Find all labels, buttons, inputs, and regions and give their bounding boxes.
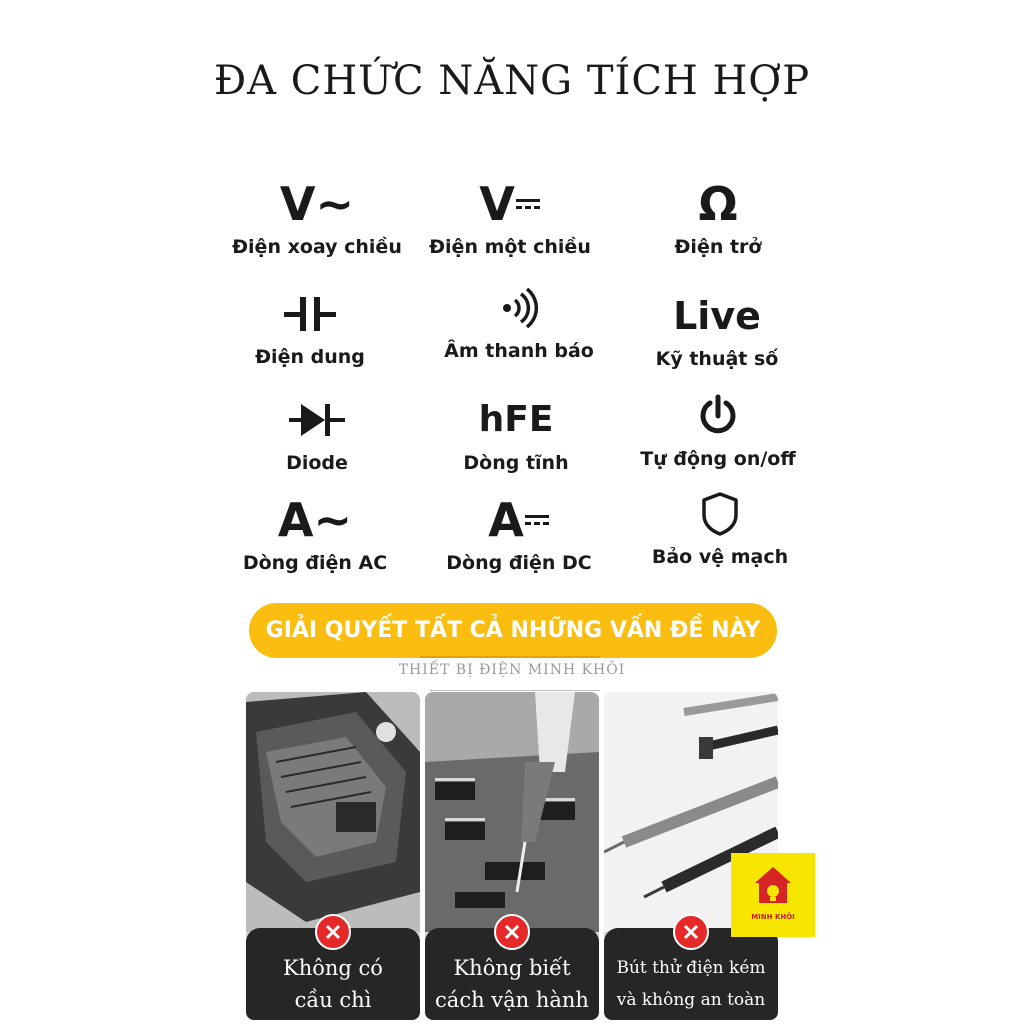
caption-line-2: cầu chì: [294, 988, 372, 1012]
problem-card-no-fuse: [246, 692, 420, 1020]
dc-current-icon: [409, 492, 629, 548]
feature-label: Dòng tĩnh: [463, 452, 569, 474]
feature-sound-alert: [409, 280, 629, 362]
logo-name: MINH KHÔI: [751, 913, 795, 921]
dc-current-letter: A: [488, 493, 524, 547]
ohm-icon: Ω: [698, 177, 738, 231]
dc-symbol-icon: [524, 510, 550, 530]
problem-card-no-operation: [425, 692, 599, 1020]
feature-hfe: [406, 392, 626, 474]
watermark: THIẾT BỊ ĐIỆN MINH KHÔI: [398, 662, 626, 678]
solve-problems-banner: GIẢI QUYẾT TẤT CẢ NHỮNG VẤN ĐỀ NÀY: [249, 603, 777, 658]
x-mark-icon: [494, 914, 530, 950]
banner-underline: [420, 656, 600, 658]
caption-line-2: và không an toàn: [616, 990, 766, 1010]
feature-auto-power: [608, 388, 828, 470]
feature-circuit-protection: [610, 486, 830, 568]
live-icon: Live: [673, 294, 761, 338]
diode-icon: [207, 392, 427, 448]
watermark-divider: [430, 690, 600, 691]
power-icon: [608, 388, 828, 444]
circuit-board-photo: [246, 692, 420, 932]
caption-line-1: Bút thử điện kém: [616, 958, 766, 978]
feature-capacitance: [200, 286, 420, 368]
feature-label: Dòng điện AC: [242, 552, 388, 574]
page-title: ĐA CHỨC NĂNG TÍCH HỢP: [213, 58, 811, 104]
caption-line-1: Không có: [283, 956, 383, 980]
feature-label: Tự động on/off: [640, 448, 796, 470]
dc-voltage-icon: [400, 176, 620, 232]
feature-diode: [207, 392, 427, 474]
dc-voltage-letter: V: [479, 177, 515, 231]
dc-symbol-icon: [515, 194, 541, 214]
probe-on-board-photo: [425, 692, 599, 932]
feature-label: Điện xoay chiều: [232, 236, 402, 258]
feature-ac-current: [205, 492, 425, 574]
house-bulb-icon: [731, 853, 815, 913]
feature-dc-current: [409, 492, 629, 574]
ac-voltage-icon: V~: [279, 177, 355, 231]
brand-logo: [731, 853, 815, 937]
feature-label: Bảo vệ mạch: [651, 546, 789, 568]
feature-ac-voltage: [207, 176, 427, 258]
feature-label: Kỹ thuật số: [655, 348, 779, 370]
feature-digital: [607, 288, 827, 370]
sound-alert-icon: [409, 280, 629, 336]
ac-current-icon: A~: [277, 493, 353, 547]
feature-dc-voltage: [400, 176, 620, 258]
feature-label: Diode: [286, 452, 348, 474]
hfe-icon: hFE: [478, 399, 554, 440]
feature-label: Dòng điện DC: [446, 552, 592, 574]
caption-line-1: Không biết: [453, 956, 571, 980]
x-mark-icon: [673, 914, 709, 950]
feature-label: Điện dung: [255, 346, 365, 368]
shield-icon: [610, 486, 830, 542]
feature-label: Điện trở: [674, 236, 762, 258]
capacitor-icon: [200, 286, 420, 342]
caption-line-2: cách vận hành: [435, 988, 589, 1012]
feature-resistance: [608, 176, 828, 258]
feature-label: Âm thanh báo: [444, 340, 594, 362]
feature-label: Điện một chiều: [429, 236, 591, 258]
x-mark-icon: [315, 914, 351, 950]
